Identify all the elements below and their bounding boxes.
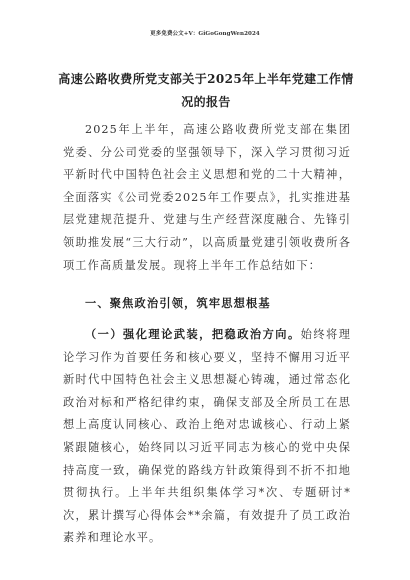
section-body-paragraph <box>63 323 351 550</box>
sub-heading: （一）强化理论武装，把稳政治方向。 <box>85 327 301 341</box>
document-title: 高速公路收费所党支部关于2025年上半年党建工作情况的报告 <box>58 72 354 109</box>
section-body-text: 始终将理论学习作为首要任务和核心要义，坚持不懈用习近平新时代中国特色社会主义思想凝心铸魂，通过常态化政治对标和严格纪律约束，确保支部及全所员工在思想上高度认同核心、政治上绝对忠诚核心、行动上紧紧跟随核心，始终同以习近平同志为核心的党中央保持高度一致，确保党的路线方针政策得到不折不扣地贯彻执行。上半年共组织集体学习*次、专题研讨*次，累计撰写心得体会**余篇，有效提升了员工政治素养和理论水平。 <box>63 328 351 545</box>
section-heading: 一、聚焦政治引领，筑牢思想根基 <box>85 296 271 310</box>
intro-paragraph: 2025年上半年，高速公路收费所党支部在集团党委、分公司党委的坚强领导下，深入学习贯彻习近平新时代中国特色社会主义思想和党的二十大精神，全面落实《公司党委2025年工作要点》，扎实推进基层党建规范提升、党建与生产经营深度融合、先锋引领助推发展“三大行动”，以高质量党建引领收费所各项工作高质量发展。现将上半年工作总结如下： <box>63 123 351 272</box>
watermark-text: 更多免费公文+V：GiGoGongWen2024 <box>150 31 260 37</box>
